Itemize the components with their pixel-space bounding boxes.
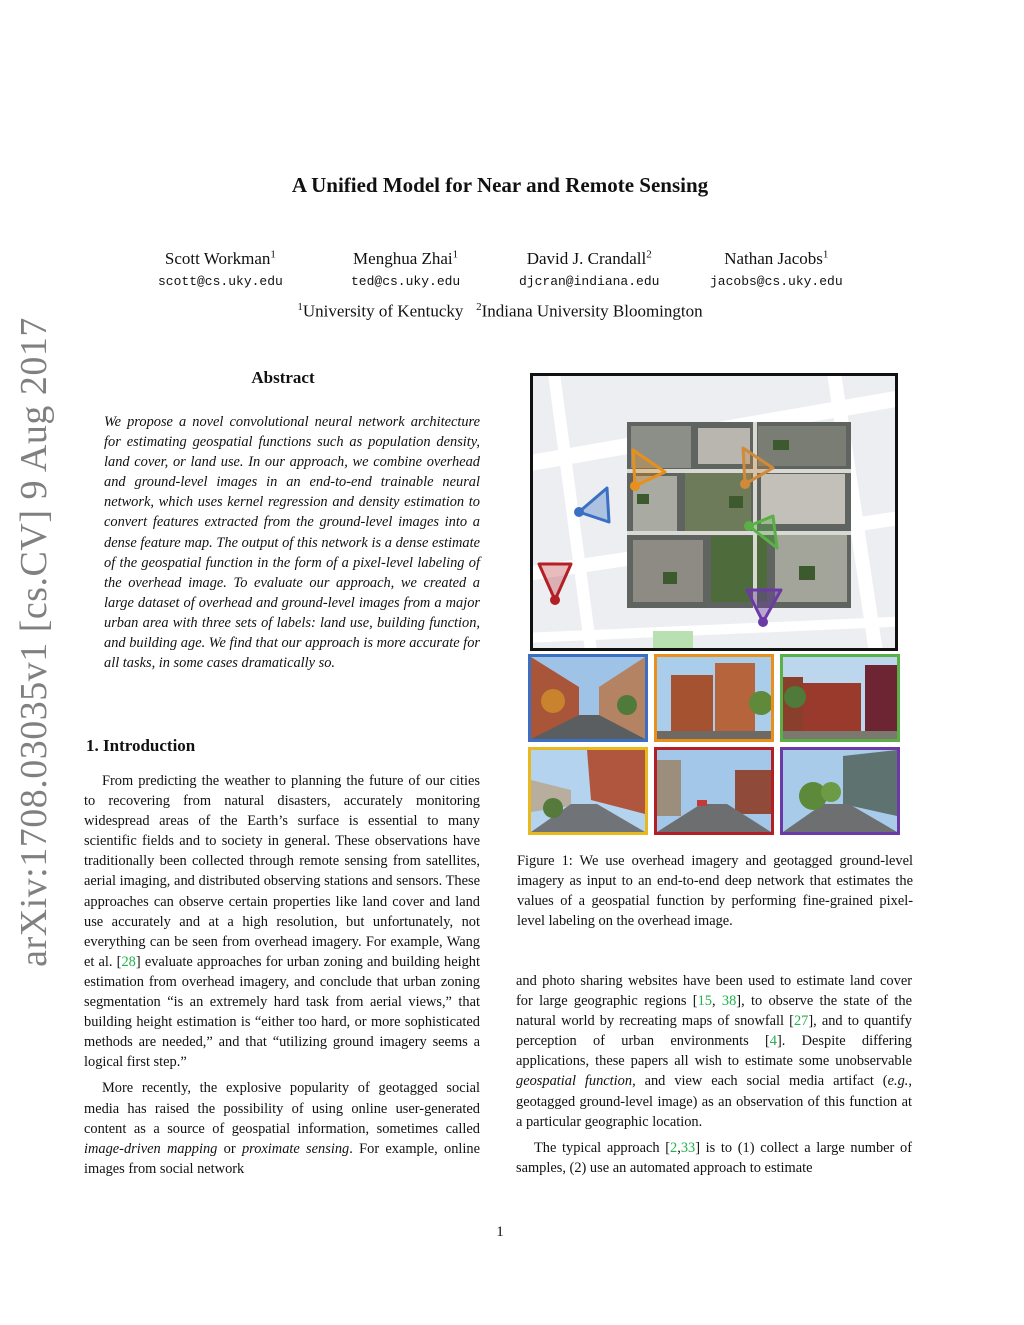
abstract-text: We propose a novel convolutional neural network architecture for estimating geospatial functions such as population density, land cover, or land use. In our approach, we combine overhead and ground-level images in an end-to-end trainable neural network, which uses kernel regression and density estimation to convert features extracted from the ground-level images into a dense feature map. The output of this network is a dense estimate of the geospatial function in the form of a pixel-level labeling of the overhead image. To evaluate our approach, we created a large dataset of overhead and ground-level images from a major urban area with three sets of labels: land use, building function, and building age. We find that our approach is more accurate for all tasks, in some cases dramatically so. — [104, 414, 480, 672]
citation-link[interactable]: 4 — [769, 1033, 777, 1050]
author-email[interactable]: djcran@indiana.edu — [519, 273, 660, 289]
citation-link[interactable]: 38 — [721, 993, 737, 1010]
author-email[interactable]: jacobs@cs.uky.edu — [710, 273, 843, 289]
ground-image-orange — [654, 654, 774, 742]
citation-link[interactable]: 33 — [680, 1139, 696, 1156]
ground-image-gold — [528, 747, 648, 835]
paper-title: A Unified Model for Near and Remote Sensing — [291, 173, 709, 197]
citation-link[interactable]: 2 — [670, 1139, 678, 1156]
author-crandall: David J. Crandall$^2$ djcran@indiana.edu — [519, 248, 660, 289]
figure-caption: Figure 1: We use overhead imagery and geotagged ground-level imagery as input to an end-to-end deep network that estimates the values of a geospatial function by performing fine-grained pixel-level labeling on the overhead image. — [517, 853, 913, 930]
paragraph: and photo sharing websites have been used to estimate land cover for large geographic regions [15, 38], to observe the state of the natural world by recreating maps of snowfall [27], and to quantify perception of urban environments [4]. Despite differing applications, these papers all wish to estimate some unobservable geospatial function, and view each social media artifact (e.g., geotagged ground-level image) as an observation of this function at a particular geographic location. — [516, 973, 912, 1130]
author-jacobs: Nathan Jacobs$^1$ jacobs@cs.uky.edu — [710, 248, 843, 289]
citation-link[interactable]: 28 — [121, 953, 136, 970]
paragraph: The typical approach [2,33] is to (1) collect a large number of samples, (2) use an automated approach to estimate — [516, 1139, 912, 1176]
citation-link[interactable]: 15 — [697, 993, 712, 1010]
ground-image-purple — [780, 747, 900, 835]
overhead-map-graphic — [533, 376, 895, 648]
ground-image-red — [654, 747, 774, 835]
introduction-body — [84, 771, 480, 1179]
arxiv-identifier: arXiv:1708.03035v1 [cs.CV] 9 Aug 2017 — [13, 317, 55, 967]
author-workman: Scott Workman$^1$ scott@cs.uky.edu — [158, 248, 283, 289]
affiliations: $^1$University of Kentucky $^2$Indiana University Bloomington — [297, 301, 703, 321]
paragraph: More recently, the explosive popularity of geotagged social media has raised the possibility of using online user-generated content as a source of geospatial information, sometimes called image-driven mapping or proximate sensing. For example, online images from social network — [84, 1080, 480, 1177]
ground-image-blue — [528, 654, 648, 742]
ground-image-green — [780, 654, 900, 742]
overhead-map-image — [530, 373, 898, 651]
author-email[interactable]: ted@cs.uky.edu — [351, 273, 461, 289]
author-email[interactable]: scott@cs.uky.edu — [158, 273, 283, 289]
citation-link[interactable]: 27 — [793, 1013, 809, 1030]
section-heading-introduction: 1. Introduction — [86, 736, 196, 755]
abstract-heading: Abstract — [251, 368, 315, 387]
author-zhai: Menghua Zhai$^1$ ted@cs.uky.edu — [351, 248, 461, 289]
paragraph: From predicting the weather to planning the future of our cities to recovering from natural disasters, accurately monitoring widespread areas of the Earth’s surface is essential to many scientific fields and to society in general. These observations have traditionally been collected through remote sensing from satellites, aerial imaging, and distributed observing stations and sensors. These approaches can observe certain properties like land cover and land use accurately and at a high resolution, but unfortunately, not everything can be seen from overhead imagery. For example, Wang et al. [28] evaluate approaches for urban zoning and building height estimation from overhead imagery, and conclude that urban zoning segmentation “is an extremely hard task from aerial views,” that building height estimation is “either too hard, or more sophisticated methods are needed,” and that “utilizing ground imagery seems a logical first step.” — [84, 773, 480, 1071]
right-column-body — [516, 971, 912, 1178]
figure-1 — [528, 373, 900, 838]
page-number: 1 — [496, 1224, 504, 1240]
